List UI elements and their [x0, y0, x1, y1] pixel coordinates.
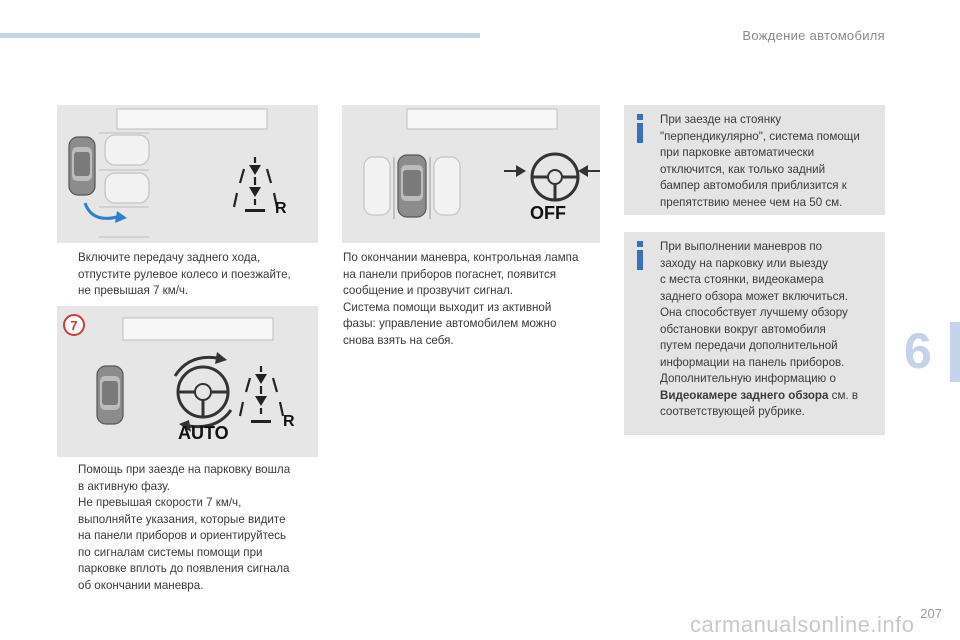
- text-line: При заезде на стоянку: [660, 113, 782, 126]
- text-line: информации на панель приборов.: [660, 355, 845, 369]
- parking-guide-r-icon: [234, 157, 277, 212]
- text-line: При выполнении маневров по: [660, 240, 823, 253]
- chapter-number: 6: [904, 323, 932, 379]
- instruction-active-phase: [60, 462, 325, 594]
- text-line: соответствующей рубрике.: [660, 405, 805, 418]
- bullet-marker: [60, 250, 78, 300]
- text-line: Система помощи выходит из активной: [343, 300, 552, 314]
- info-icon: [636, 114, 644, 143]
- text-line-with-link: [660, 388, 882, 405]
- info-box-rear-camera: [624, 232, 885, 435]
- figure-reverse-gear: [57, 105, 318, 243]
- text-line: в активную фазу.: [78, 479, 170, 493]
- text-line: при парковке автоматически: [660, 146, 815, 159]
- car-top-view-icon: [398, 155, 426, 217]
- text-line: с места стоянки, видеокамера: [660, 273, 824, 286]
- text-line: отпустите рулевое колесо и поезжайте,: [78, 267, 291, 281]
- instruction-reverse: [60, 250, 325, 300]
- text-line: выполняйте указания, которые видите: [78, 512, 286, 526]
- text-line: снова взять на себя.: [343, 333, 454, 347]
- text-line: сообщение и прозвучит сигнал.: [343, 284, 514, 297]
- text-line: Не превышая скорости 7 км/ч,: [78, 496, 242, 509]
- text-line: на панели приборов погаснет, появится: [343, 267, 557, 281]
- gear-r-label: R: [275, 200, 287, 217]
- text-line: парковке вплоть до появления сигнала: [78, 562, 290, 575]
- text-line: об окончании маневра.: [78, 578, 204, 592]
- cross-reference-link[interactable]: Видеокамере заднего обзора: [660, 388, 829, 402]
- auto-label: AUTO: [178, 423, 229, 443]
- text-line: заднего обзора может включиться.: [660, 289, 848, 303]
- header-accent-bar: [0, 33, 480, 38]
- text-fragment: см. в: [828, 388, 859, 402]
- text-line: бампер автомобиля приблизится к: [660, 179, 847, 192]
- watermark: carmanualsonline.info: [690, 612, 915, 637]
- step-badge-number: 7: [70, 318, 78, 333]
- steering-wheel-icon: [175, 357, 231, 426]
- figure-auto-steering: [57, 306, 318, 457]
- text-line: фазы: управление автомобилем можно: [343, 317, 557, 330]
- text-line: не превышая 7 км/ч.: [78, 284, 189, 297]
- text-line: по сигналам системы помощи при: [78, 545, 263, 559]
- steering-wheel-icon: [532, 154, 578, 200]
- text-line: Включите передачу заднего хода,: [78, 251, 261, 264]
- bullet-marker: [60, 462, 78, 594]
- off-label: OFF: [530, 203, 566, 223]
- car-top-view-icon: [97, 366, 123, 424]
- text-line: заходу на парковку или выезду: [660, 256, 828, 270]
- step-badge: [64, 315, 84, 335]
- text-line: Она способствует лучшему обзору: [660, 306, 848, 319]
- text-line: Дополнительную информацию о: [660, 372, 836, 385]
- parking-guide-r-icon: [240, 366, 283, 423]
- section-title: Вождение автомобиля: [742, 28, 885, 43]
- text-line: Помощь при заезде на парковку вошла: [78, 463, 291, 476]
- info-icon: [636, 241, 644, 270]
- chapter-tab: [950, 322, 960, 382]
- car-top-view-icon: [69, 137, 95, 195]
- reverse-arrow-icon: [85, 203, 127, 223]
- text-line: на панели приборов и ориентируйтесь: [78, 529, 287, 542]
- text-line: препятствию менее чем на 50 см.: [660, 195, 843, 209]
- page-number: 207: [920, 606, 942, 621]
- text-line: отключится, как только задний: [660, 162, 826, 176]
- text-line: По окончании маневра, контрольная лампа: [343, 251, 579, 264]
- info-box-perpendicular: [624, 105, 885, 215]
- text-line: путем передачи дополнительной: [660, 339, 838, 352]
- text-line: обстановки вокруг автомобиля: [660, 322, 826, 336]
- text-line: "перпендикулярно", система помощи: [660, 129, 860, 143]
- figure-off: [342, 105, 600, 243]
- gear-r-label: R: [283, 413, 295, 430]
- end-of-maneuver-text: [343, 250, 605, 349]
